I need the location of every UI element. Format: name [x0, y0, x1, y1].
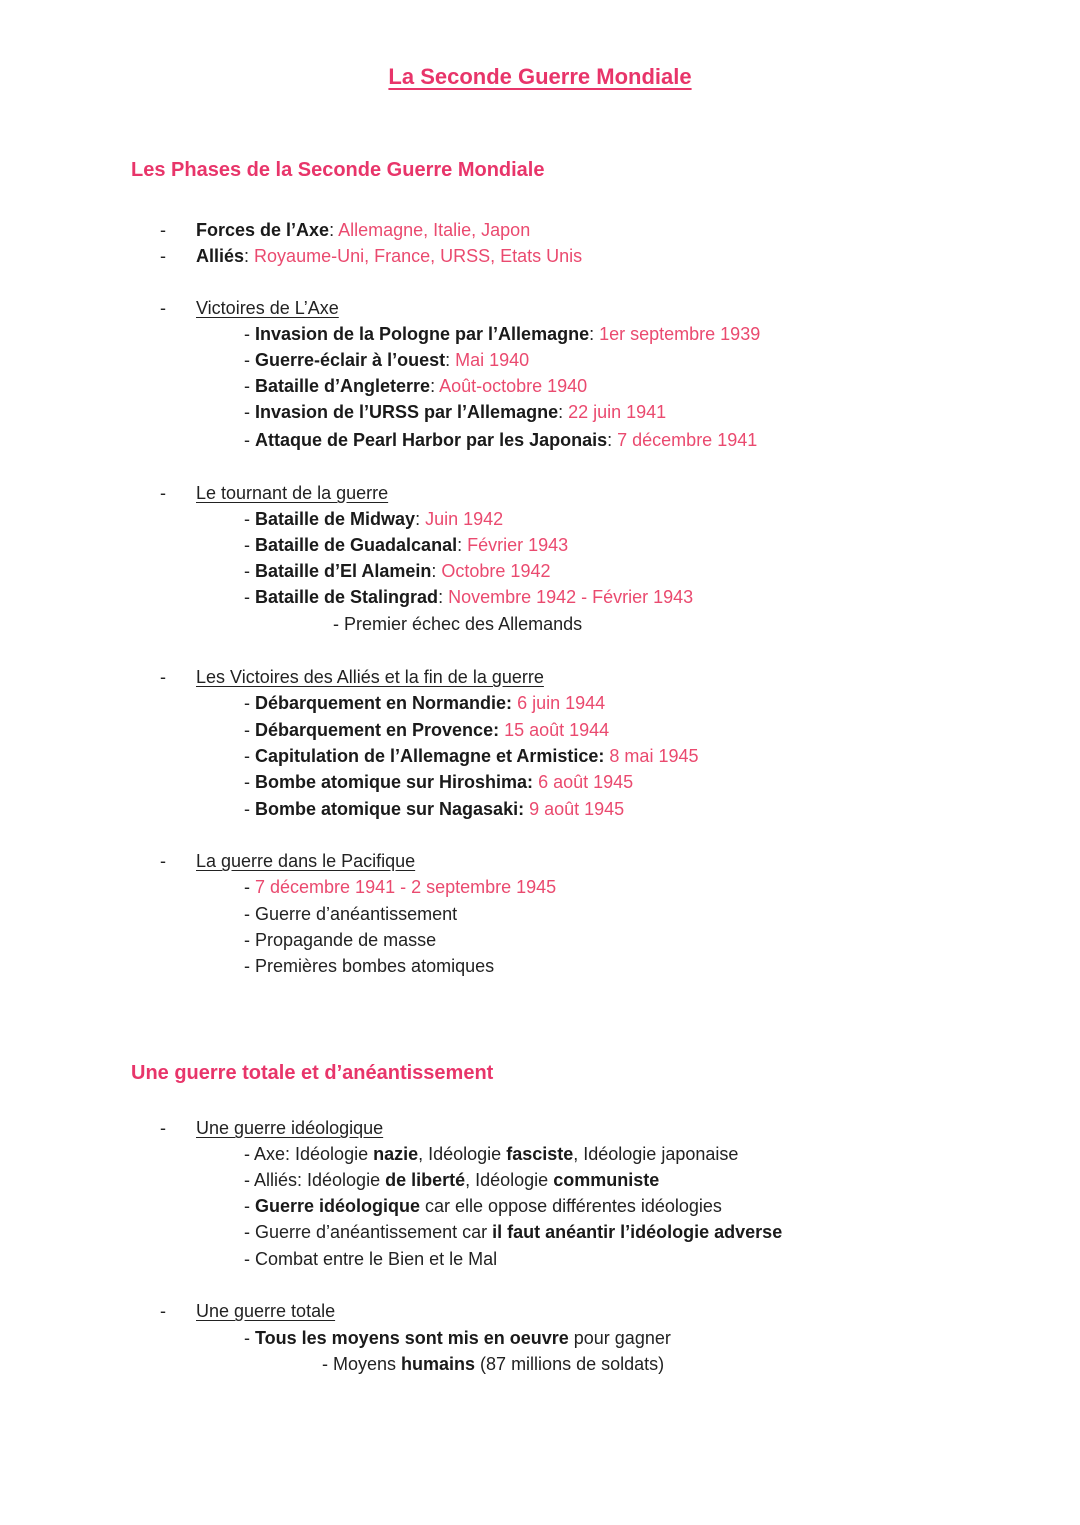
list-subitem [322, 1352, 664, 1376]
dash: - [244, 693, 255, 713]
dash: - [244, 877, 255, 897]
event-date: Novembre 1942 - Février 1943 [448, 587, 694, 607]
list-item: - Propagande de masse [244, 930, 437, 950]
list-item [244, 559, 550, 583]
bold-run: communiste [553, 1170, 660, 1190]
section-heading-guerre-totale: Une guerre totale et d’anéantissement [131, 1062, 494, 1084]
bullet-dash: - [160, 667, 166, 687]
dash: - [244, 772, 255, 792]
bullet-dash: - [160, 1118, 166, 1138]
allies-label: Alliés [196, 246, 245, 266]
colon: : [244, 246, 255, 266]
text-run: - [244, 1328, 255, 1348]
bullet-dash: - [160, 483, 166, 503]
bold-run: nazie [373, 1144, 419, 1164]
list-item [244, 428, 757, 452]
dash: - [244, 324, 255, 344]
list-item [244, 875, 556, 899]
list-item: - Combat entre le Bien et le Mal [244, 1249, 498, 1269]
subheading-ideologique: Une guerre idéologique [196, 1118, 384, 1138]
text-run: - Axe: Idéologie [244, 1144, 374, 1164]
dash: - [244, 799, 255, 819]
event-date: 8 mai 1945 [609, 746, 699, 766]
bold-run: fasciste [506, 1144, 574, 1164]
event-label: Capitulation de l’Allemagne et Armistice: [255, 746, 605, 766]
bullet-dash: - [160, 298, 166, 318]
colon: : [415, 509, 426, 529]
event-date: Août-octobre 1940 [439, 376, 588, 396]
dash: - [244, 720, 255, 740]
text-run: , Idéologie japonaise [573, 1144, 739, 1164]
subheading-pacifique: La guerre dans le Pacifique [196, 851, 416, 871]
text-run: - Alliés: Idéologie [244, 1170, 386, 1190]
colon: : [431, 561, 442, 581]
bullet-dash: - [160, 1301, 166, 1321]
bold-run: de liberté [385, 1170, 466, 1190]
dash: - [244, 376, 255, 396]
text-run: - [244, 1196, 255, 1216]
list-item [244, 585, 693, 609]
colon: : [445, 350, 456, 370]
list-item [244, 1194, 722, 1218]
event-label: Débarquement en Provence: [255, 720, 500, 740]
event-label: Invasion de la Pologne par l’Allemagne [255, 324, 590, 344]
event-date: Juin 1942 [425, 509, 504, 529]
event-label: Bataille d’Angleterre [255, 376, 431, 396]
allies-value: Royaume-Uni, France, URSS, Etats Unis [254, 246, 583, 266]
list-item [244, 1142, 738, 1166]
list-item: - Guerre d’anéantissement [244, 904, 458, 924]
list-item: - Premières bombes atomiques [244, 956, 495, 976]
list-item [244, 533, 568, 557]
event-date: 15 août 1944 [504, 720, 610, 740]
subheading-victoires-axe: Victoires de L’Axe [196, 298, 339, 318]
dash: - [244, 746, 255, 766]
subheading-victoires-allies: Les Victoires des Alliés et la fin de la guerre [196, 667, 544, 687]
bullet-dash: - [160, 851, 166, 871]
forces-axe-value: Allemagne, Italie, Japon [338, 220, 531, 240]
text-run: (87 millions de soldats) [475, 1354, 665, 1374]
dash: - [244, 561, 255, 581]
subheading-totale: Une guerre totale [196, 1301, 336, 1321]
colon: : [589, 324, 600, 344]
event-label: Débarquement en Normandie: [255, 693, 513, 713]
dash: - [244, 535, 255, 555]
list-item [244, 348, 529, 372]
colon: : [329, 220, 339, 240]
dash: - [244, 509, 255, 529]
dash: - [244, 402, 255, 422]
event-date: 7 décembre 1941 - 2 septembre 1945 [255, 877, 557, 897]
bold-run: Tous les moyens sont mis en oeuvre [255, 1328, 569, 1348]
event-date: 22 juin 1941 [568, 402, 667, 422]
event-date: 7 décembre 1941 [617, 430, 758, 450]
list-item [244, 507, 503, 531]
list-item [244, 1168, 659, 1192]
event-label: Bombe atomique sur Nagasaki: [255, 799, 525, 819]
bullet-dash: - [160, 246, 166, 266]
event-date: 6 août 1945 [538, 772, 634, 792]
dash: - [244, 430, 255, 450]
event-date: Février 1943 [467, 535, 569, 555]
event-label: Attaque de Pearl Harbor par les Japonais [255, 430, 608, 450]
event-date: 9 août 1945 [529, 799, 625, 819]
text-run: - Moyens [322, 1354, 402, 1374]
text-run: - Guerre d’anéantissement car [244, 1222, 493, 1242]
event-date: Mai 1940 [455, 350, 530, 370]
event-label: Guerre-éclair à l’ouest [255, 350, 446, 370]
list-item [244, 322, 760, 346]
list-item [244, 1220, 782, 1244]
bold-run: il faut anéantir l’idéologie adverse [492, 1222, 783, 1242]
event-label: Bataille de Stalingrad [255, 587, 439, 607]
list-item [244, 374, 587, 398]
list-item [244, 691, 605, 715]
list-item [244, 797, 624, 821]
text-run: pour gagner [568, 1328, 671, 1348]
colon: : [607, 430, 618, 450]
allies-line [196, 244, 582, 268]
forces-axe-line [196, 218, 530, 242]
list-item [244, 718, 609, 742]
text-run: car elle oppose différentes idéologies [420, 1196, 722, 1216]
list-item [244, 400, 666, 424]
bold-run: humains [401, 1354, 476, 1374]
event-label: Bombe atomique sur Hiroshima: [255, 772, 534, 792]
colon: : [457, 535, 468, 555]
list-item [244, 744, 698, 768]
list-item [244, 770, 633, 794]
text-run: , Idéologie [418, 1144, 507, 1164]
text-run: , Idéologie [465, 1170, 554, 1190]
dash: - [244, 587, 255, 607]
colon: : [438, 587, 449, 607]
event-label: Bataille de Midway [255, 509, 416, 529]
event-date: Octobre 1942 [441, 561, 551, 581]
event-label: Bataille d’El Alamein [255, 561, 432, 581]
subheading-tournant: Le tournant de la guerre [196, 483, 389, 503]
forces-axe-label: Forces de l’Axe [196, 220, 330, 240]
event-date: 1er septembre 1939 [599, 324, 761, 344]
event-label: Bataille de Guadalcanal [255, 535, 458, 555]
page-title: La Seconde Guerre Mondiale [388, 64, 692, 89]
bold-run: Guerre idéologique [255, 1196, 421, 1216]
colon: : [430, 376, 440, 396]
list-item [244, 1326, 671, 1350]
colon: : [558, 402, 569, 422]
list-subitem: - Premier échec des Allemands [333, 614, 583, 634]
event-label: Invasion de l’URSS par l’Allemagne [255, 402, 559, 422]
section-heading-phases: Les Phases de la Seconde Guerre Mondiale [131, 159, 545, 181]
event-date: 6 juin 1944 [517, 693, 606, 713]
dash: - [244, 350, 255, 370]
bullet-dash: - [160, 220, 166, 240]
